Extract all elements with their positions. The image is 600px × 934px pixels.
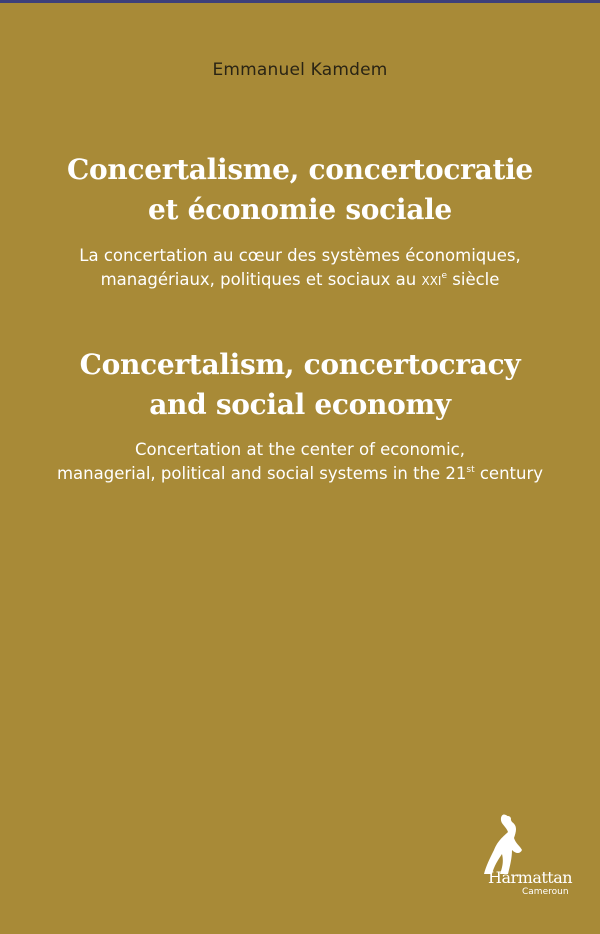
title-french [0, 150, 600, 230]
subtitle-english-line-2 [0, 462, 600, 486]
subtitle-french [0, 244, 600, 292]
subtitle-english-line-1: Concertation at the center of economic, [135, 440, 465, 459]
century-superscript-fr: e [441, 271, 448, 281]
title-english-line-1: Concertalism, concertocracy [79, 348, 521, 381]
publisher-logo [468, 810, 578, 900]
subtitle-french-line-2-end: siècle [447, 270, 500, 289]
title-english [0, 345, 600, 425]
subtitle-english-line-2-start: managerial, political and social systems in the 21 [56, 464, 467, 483]
subtitle-french-line-2 [0, 268, 600, 292]
title-french-line-2: et économie sociale [148, 193, 452, 226]
title-french-line-1: Concertalisme, concertocratie [67, 153, 533, 186]
author-name: Emmanuel Kamdem [212, 60, 388, 80]
subtitle-english [0, 438, 600, 486]
subtitle-french-line-1: La concertation au cœur des systèmes économiques, [79, 246, 521, 265]
publisher-location: Cameroun [522, 887, 569, 897]
century-numeral: xxi [421, 270, 442, 289]
title-english-line-2: and social economy [149, 388, 451, 421]
century-superscript-en: st [466, 465, 475, 475]
subtitle-french-line-2-start: managériaux, politiques et sociaux au [100, 270, 422, 289]
subtitle-english-line-2-end: century [474, 464, 544, 483]
publisher-name: Harmattan [488, 868, 573, 887]
